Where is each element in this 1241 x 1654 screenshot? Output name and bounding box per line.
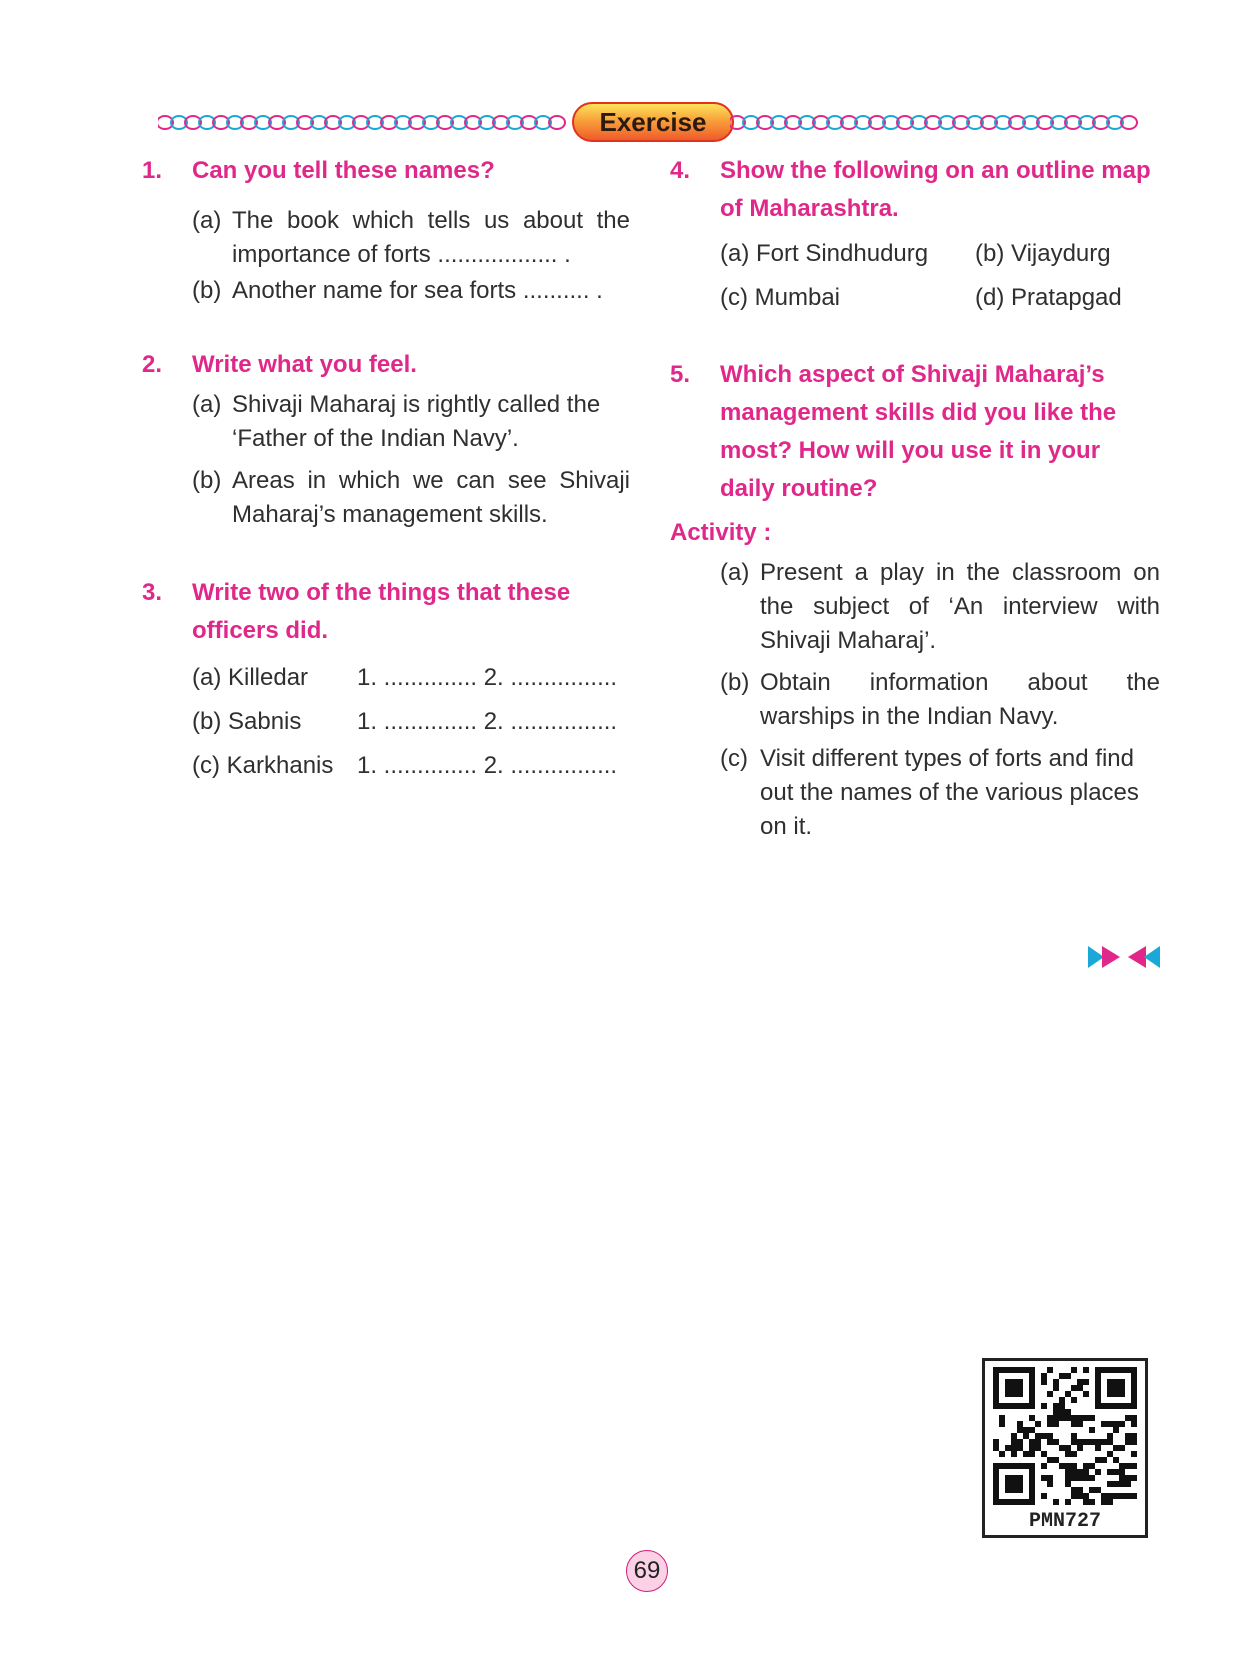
list-item: (a) The book which tells us about the importance of forts .................. . [192, 207, 630, 268]
qr-code [982, 1358, 1148, 1538]
exercise-banner [158, 102, 1146, 142]
activity-section [670, 514, 1160, 844]
question-5 [670, 356, 1160, 508]
chain-decoration-right [730, 114, 1146, 131]
right-column [670, 152, 1160, 844]
question-1 [142, 152, 630, 308]
question-number: 2. [142, 351, 163, 378]
map-option: (d) Pratapgad [975, 284, 1122, 311]
question-title: Write two of the things that these officers did. [192, 579, 571, 644]
fill-row: (b) Sabnis 1. .............. 2. ................ [192, 708, 618, 735]
question-number: 5. [670, 361, 691, 388]
question-number: 3. [142, 579, 163, 606]
map-options [720, 232, 1160, 320]
question-4 [670, 152, 1160, 320]
list-item: (a) Present a play in the classroom on the subject of ‘An interview with Shivaji Maharaj’. [720, 559, 1160, 654]
qr-code-label: PMN727 [1028, 1510, 1101, 1533]
list-item: (c) Visit different types of forts and find out the names of the various places on it. [720, 745, 1139, 840]
activity-heading: Activity : [670, 519, 772, 546]
list-item: (b) Areas in which we can see Shivaji Maharaj’s management skills. [192, 467, 630, 528]
map-option: (a) Fort Sindhudurg [720, 240, 929, 267]
map-option: (c) Mumbai [720, 284, 841, 311]
chain-decoration-left [158, 114, 576, 131]
qr-code-icon [993, 1367, 1137, 1505]
fill-row: (c) Karkhanis 1. .............. 2. ................ [192, 752, 618, 779]
exercise-title: Exercise [572, 102, 734, 142]
question-title: Can you tell these names? [192, 157, 495, 184]
question-title: Which aspect of Shivaji Maharaj’s management skills did you like the most? How will you use it in your daily routine? [720, 361, 1117, 502]
list-item: (b) Obtain information about the warships in the Indian Navy. [720, 669, 1160, 730]
question-title: Write what you feel. [192, 351, 417, 378]
list-item: (a) Shivaji Maharaj is rightly called the ‘Father of the Indian Navy’. [192, 391, 601, 452]
list-item: (b) Another name for sea forts .......... . [192, 277, 603, 304]
question-title: Show the following on an outline map of Maharashtra. [720, 157, 1151, 222]
map-option: (b) Vijaydurg [975, 240, 1111, 267]
page-number: 69 [626, 1550, 668, 1592]
end-ornament-icon [1088, 944, 1160, 970]
fill-row: (a) Killedar 1. .............. 2. ................ [192, 664, 618, 691]
question-3 [142, 574, 630, 788]
question-2 [142, 346, 630, 532]
left-column [142, 152, 630, 788]
question-number: 4. [670, 157, 691, 184]
question-number: 1. [142, 157, 163, 184]
